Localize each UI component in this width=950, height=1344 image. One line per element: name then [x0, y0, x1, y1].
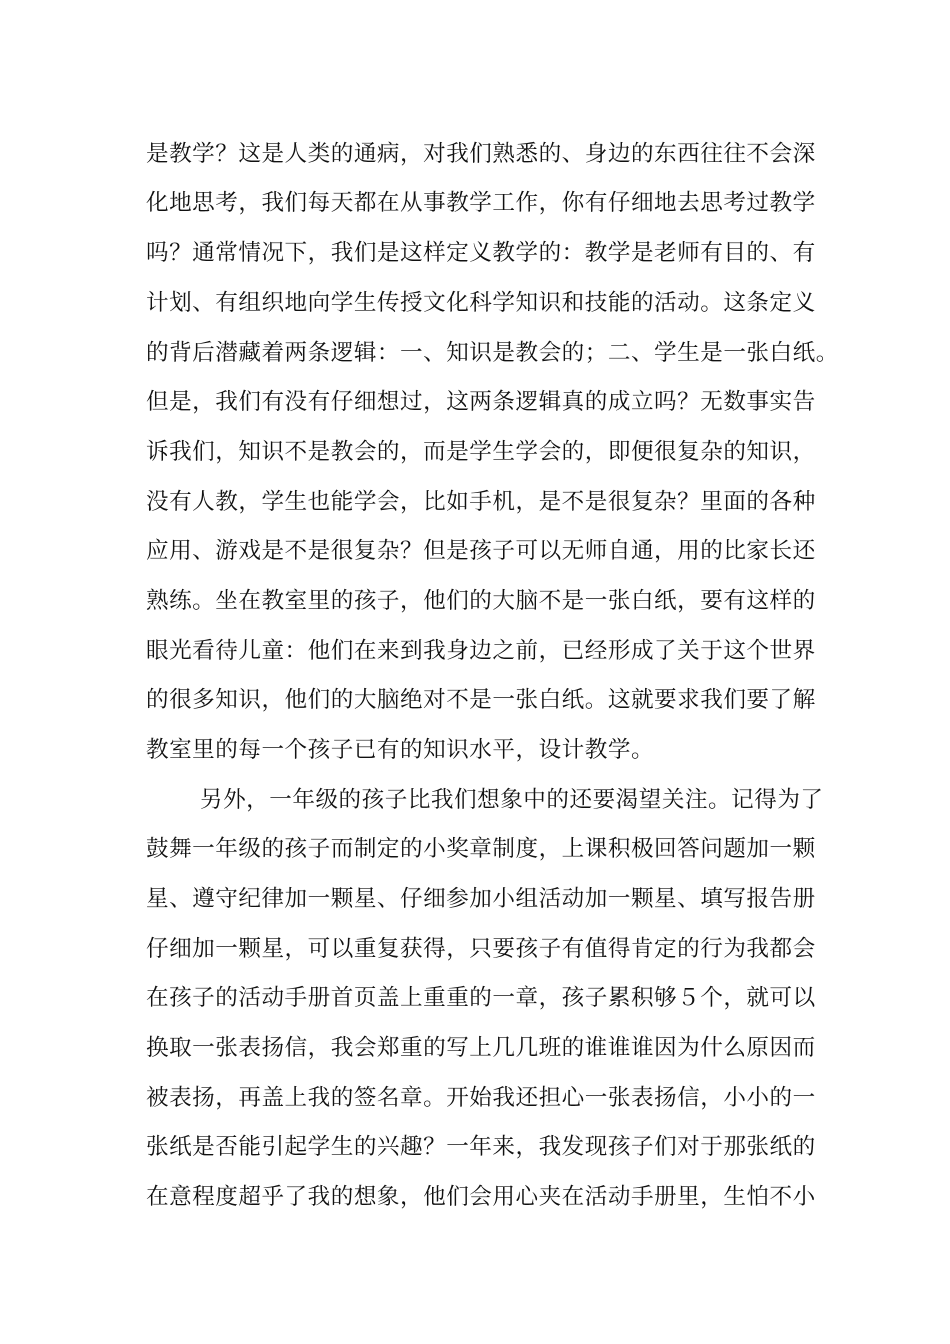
text-line: 熟练。坐在教室里的孩子，他们的大脑不是一张白纸，要有这样的 — [146, 588, 816, 614]
text-line: 被表扬，再盖上我的签名章。开始我还担心一张表扬信，小小的一 — [146, 1085, 816, 1111]
text-line: 仔细加一颗星，可以重复获得，只要孩子有值得肯定的行为我都会 — [146, 936, 816, 962]
text-line: 是教学？这是人类的通病，对我们熟悉的、身边的东西往往不会深 — [146, 141, 816, 167]
text-line: 没有人教，学生也能学会，比如手机，是不是很复杂？里面的各种 — [146, 489, 816, 515]
text-line: 的背后潜藏着两条逻辑：一、知识是教会的；二、学生是一张白纸。 — [146, 340, 839, 366]
text-line: 教室里的每一个孩子已有的知识水平，设计教学。 — [146, 737, 655, 763]
text-line: 在孩子的活动手册首页盖上重重的一章，孩子累积够５个，就可以 — [146, 985, 816, 1011]
text-line: 在意程度超乎了我的想象，他们会用心夹在活动手册里，生怕不小 — [146, 1184, 816, 1210]
text-line: 换取一张表扬信，我会郑重的写上几几班的谁谁谁因为什么原因而 — [146, 1035, 816, 1061]
text-line: 应用、游戏是不是很复杂？但是孩子可以无师自通，用的比家长还 — [146, 538, 816, 564]
text-line: 眼光看待儿童：他们在来到我身边之前，已经形成了关于这个世界 — [146, 638, 816, 664]
text-line: 计划、有组织地向学生传授文化科学知识和技能的活动。这条定义 — [146, 290, 816, 316]
text-line: 鼓舞一年级的孩子而制定的小奖章制度，上课积极回答问题加一颗 — [146, 836, 816, 862]
text-line: 吗？通常情况下，我们是这样定义教学的：教学是老师有目的、有 — [146, 240, 816, 266]
text-line: 张纸是否能引起学生的兴趣？一年来，我发现孩子们对于那张纸的 — [146, 1134, 816, 1160]
text-line: 但是，我们有没有仔细想过，这两条逻辑真的成立吗？无数事实告 — [146, 389, 816, 415]
text-line: 星、遵守纪律加一颗星、仔细参加小组活动加一颗星、填写报告册 — [146, 886, 816, 912]
text-line: 化地思考，我们每天都在从事教学工作，你有仔细地去思考过教学 — [146, 190, 816, 216]
paragraph-first-line: 另外，一年级的孩子比我们想象中的还要渴望关注。记得为了 — [200, 787, 824, 813]
text-line: 诉我们，知识不是教会的，而是学生学会的，即便很复杂的知识， — [146, 439, 816, 465]
text-line: 的很多知识，他们的大脑绝对不是一张白纸。这就要求我们要了解 — [146, 687, 816, 713]
